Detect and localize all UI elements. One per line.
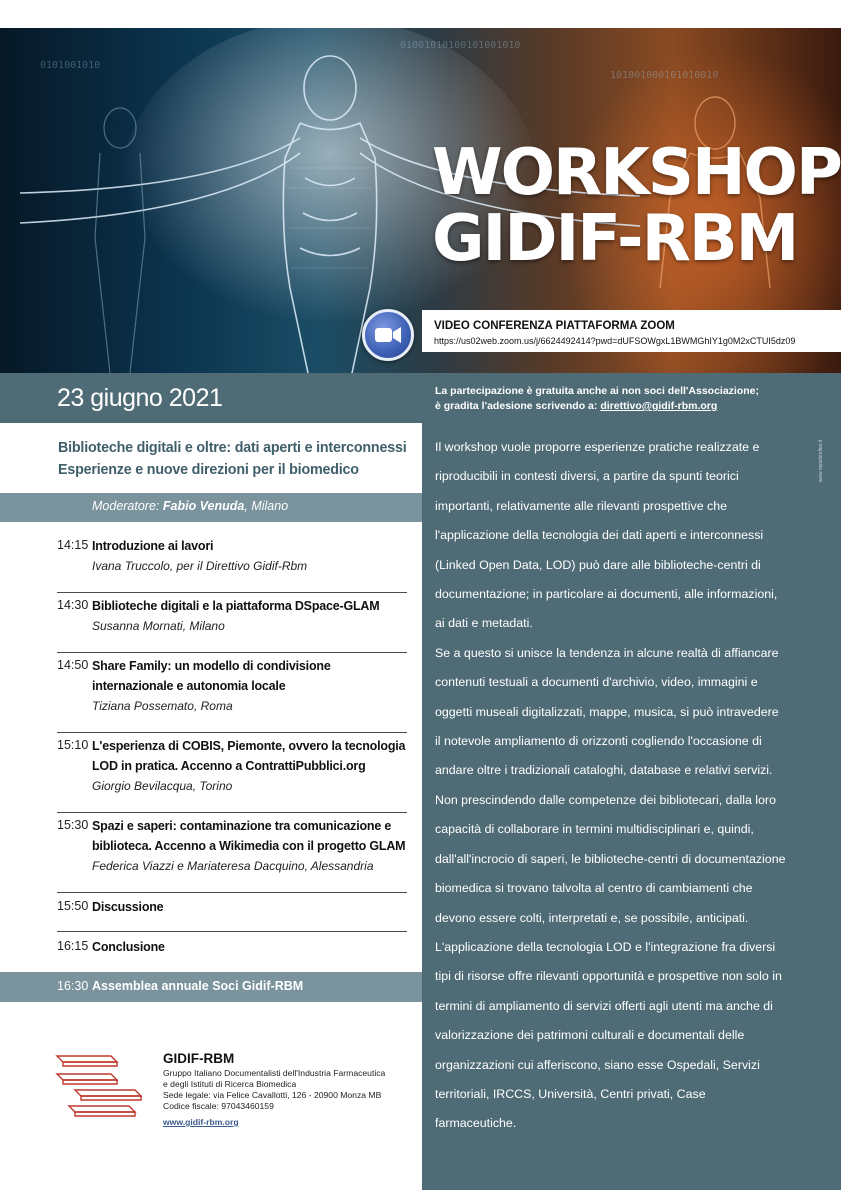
assemblea-title: Assemblea annuale Soci Gidif-RBM (92, 979, 304, 993)
session-title: Share Family: un modello di condivisione internazionale e autonomia locale (92, 659, 331, 693)
session-divider (57, 931, 407, 932)
session-time: 14:50 (57, 658, 89, 672)
session-title: Introduzione ai lavori (92, 539, 214, 553)
session-title: Conclusione (92, 940, 165, 954)
speaker-name: Federica Viazzi e Mariateresa Dacquino (92, 859, 305, 873)
svg-text:101001000101010010: 101001000101010010 (610, 70, 719, 81)
zoom-url-link[interactable]: https://us02web.zoom.us/j/6624492414?pwd=dUFSOWgxL1BWMGhIY1g0M2xCTUI5dz09 (434, 336, 796, 346)
speaker-name: Susanna Mornati (92, 619, 183, 633)
speaker-name: Ivana Truccolo (92, 559, 170, 573)
subtitle-line-2: Esperienze e nuove direzioni per il biomedico (58, 462, 359, 478)
program-subtitle (58, 437, 418, 481)
session-time: 15:10 (57, 738, 89, 752)
moderator-name: Fabio Venuda (162, 499, 245, 513)
org-info (163, 1068, 385, 1112)
moderator-label: Moderatore: (92, 499, 163, 513)
session-time: 14:15 (57, 538, 89, 552)
title-line-2: GIDIF-RBM (432, 202, 798, 276)
session-time: 14:30 (57, 598, 89, 612)
session-title: Biblioteche digitali e la piattaforma DSpace-GLAM (92, 599, 380, 613)
session-divider (57, 652, 407, 653)
description-paragraph: Non prescindendo dalle competenze dei bibliotecari, dalla loro capacità di collaborare in termini multidisciplinari e, quindi, dall'all'incrocio di saperi, le biblioteche-centri di documentazione biomedica si trovano talvolta al centro di cambiamenti che devono essere colti, interpretati e, se possibile, anticipati. (435, 792, 786, 925)
speaker-affiliation: , Torino (192, 779, 233, 793)
description-paragraph: Se a questo si unisce la tendenza in alcune realtà di affiancare contenuti testuali a documenti d'archivio, video, immagini e oggetti museali digitalizzati, mappe, musica, si può intravedere il notevole ampliamento di orizzonti cogliendo l'occasione di andare oltre i tradizionali cataloghi, database e relativi servizi. (435, 645, 779, 778)
session-speaker (92, 859, 374, 873)
gidif-book-stack-logo (55, 1052, 153, 1120)
workshop-description (435, 433, 787, 1139)
description-paragraph: Il workshop vuole proporre esperienze pratiche realizzate e riproducibili in contesti diversi, a partire da spunti teorici importanti, relativamente alle rilevanti prospettive che l'applicazione della tecnologia dei dati aperti e interconnessi (Linked Open Data, LOD) può dare alle biblioteche-centri di documentazione; in particolare ai documenti, alle informazioni, ai dati e metadati. (435, 440, 778, 631)
speaker-affiliation: , Alessandria (304, 859, 374, 873)
session-divider (57, 812, 407, 813)
org-name: GIDIF-RBM (163, 1051, 235, 1066)
speaker-name: Giorgio Bevilacqua (92, 779, 193, 793)
session-time: 16:15 (57, 939, 89, 953)
speaker-affiliation: , per il Direttivo Gidif-Rbm (169, 559, 308, 573)
session-speaker (92, 559, 307, 573)
participation-line-2 (435, 399, 759, 414)
session-divider (57, 892, 407, 893)
session-title: L'esperienza di COBIS, Piemonte, ovvero la tecnologia LOD in pratica. Accenno a ContrattiPubblici.org (92, 739, 406, 773)
participation-line-1: La partecipazione è gratuita anche ai non soci dell'Associazione; (435, 385, 759, 397)
speaker-affiliation: , Roma (193, 699, 233, 713)
moderator-line (92, 499, 288, 513)
subtitle-line-1: Biblioteche digitali e oltre: dati aperti e interconnessi (58, 440, 407, 456)
org-info-line: e degli Istituti di Ricerca Biomedica (163, 1079, 297, 1089)
assemblea-time: 16:30 (57, 979, 89, 993)
zoom-conference-title: VIDEO CONFERENZA PIATTAFORMA ZOOM (434, 320, 675, 332)
contact-email-link[interactable]: direttivo@gidif-rbm.org (600, 400, 718, 412)
vertical-credit: www.nepslsrelles.it (818, 440, 824, 483)
participation-info (435, 384, 759, 414)
session-divider (57, 732, 407, 733)
participation-prefix: è gradita l'adesione scrivendo a: (435, 400, 601, 412)
event-date: 23 giugno 2021 (57, 384, 223, 412)
session-time: 15:30 (57, 818, 89, 832)
workshop-title (432, 136, 841, 276)
zoom-camera-icon (362, 309, 414, 361)
title-line-1: WORKSHOP (432, 136, 841, 210)
session-time: 15:50 (57, 899, 89, 913)
org-info-line: Codice fiscale: 97043460159 (163, 1101, 274, 1111)
svg-text:0101001010: 0101001010 (40, 60, 101, 71)
moderator-city: , Milano (244, 499, 289, 513)
session-speaker (92, 619, 225, 633)
session-title: Discussione (92, 900, 164, 914)
speaker-affiliation: , Milano (182, 619, 225, 633)
session-divider (57, 592, 407, 593)
org-info-line: Gruppo Italiano Documentalisti dell'Industria Farmaceutica (163, 1068, 386, 1078)
description-paragraph: L'applicazione della tecnologia LOD e l'integrazione fra diversi tipi di risorse offre rilevanti opportunità e prospettive non solo in termini di ampliamento di servizi offerti agli utenti ma anche di valorizzazione dei patrimoni culturali e documentali delle organizzazioni cui afferiscono, siano esse Ospedali, Servizi territoriali, IRCCS, Università, Centri privati, Case farmaceutiche. (435, 939, 782, 1131)
session-speaker (92, 779, 232, 793)
speaker-name: Tiziana Possemato (92, 699, 194, 713)
session-title: Spazi e saperi: contaminazione tra comunicazione e biblioteca. Accenno a Wikimedia con il progetto GLAM (92, 819, 406, 853)
org-website-link[interactable]: www.gidif-rbm.org (163, 1117, 239, 1127)
svg-text:01001010100101001010: 01001010100101001010 (400, 40, 521, 51)
org-info-line: Sede legale: via Felice Cavallotti, 126 - 20900 Monza MB (163, 1090, 382, 1100)
session-speaker (92, 699, 233, 713)
